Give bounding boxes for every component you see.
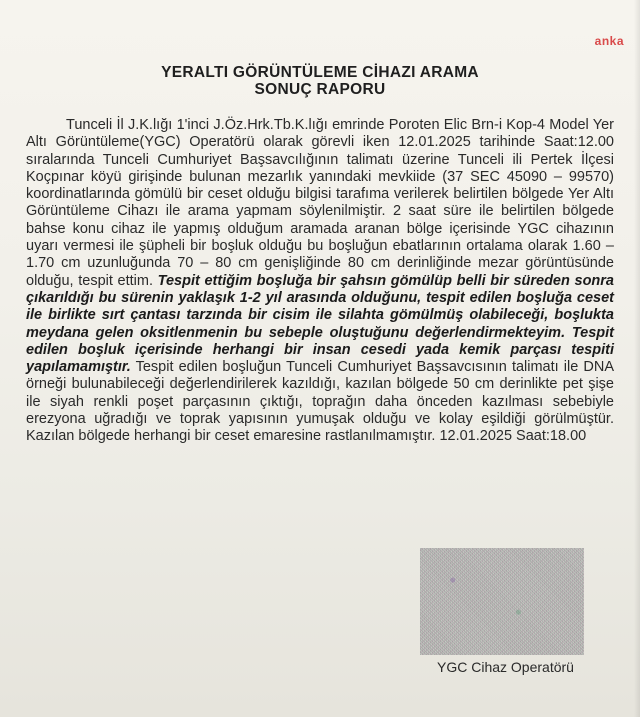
report-body	[26, 117, 614, 446]
report-paragraph-conclusion: Tespit edilen boşluğun Tunceli Cumhuriyet Başsavcısının talimatı ile DNA örneği bulunabileceği değerlendirilerek kazıldığı, kazılan bölgede 50 cm derinlikte pet şişe ile siyah renkli poşet parçasının çıktığı, toprağın daha önceden kazılması sebebiyle erezyona uğradığı ve toprak yapısının yumuşak olduğu ve kolay eşildiği görülmüştür. Kazılan bölgede herhangi bir ceset emaresine rastlanılmamıştır. 12.01.2025 Saat:18.00	[26, 359, 614, 445]
operator-label: YGC Cihaz Operatörü	[437, 659, 574, 675]
report-paragraph-intro: Tunceli İl J.K.lığı 1'inci J.Öz.Hrk.Tb.K.lığı emrinde Poroten Elic Brn-i Kop-4 Model Yer Altı Görüntüleme(YGC) Operatörü olarak görevli iken 12.01.2025 tarihinde Saat:12.00 sıralarında Tunceli Cumhuriyet Başsavcılığının talimatı üzerine Tunceli ili Pertek İlçesi Koçpınar köyü girişinde bulunan mezarlık yanındaki mevkiide (37 SEC 45090 – 99570) koordinatlarında gömülü bir ceset olduğu bilgisi tarafıma verilerek belirtilen bölgede Yer Altı Görüntüleme Cihazı ile arama yapmam söylenilmiştir. 2 saat süre ile belirtilen bölgede bahse konu cihaz ile yapmış olduğum aramada aranan bölge içerisinde YGC cihazının uyarı vermesi ile şüpheli bir boşluk olduğu bu boşluğun ebatlarının ortalama olarak 1.60 – 1.70 cm uzunluğunda 70 – 80 cm genişliğinde 80 cm derinliğinde mezar görüntüsünde olduğu, tespit ettim.	[26, 117, 614, 289]
redacted-signature-stamp	[420, 548, 584, 655]
report-title: YERALTI GÖRÜNTÜLEME CİHAZI ARAMA	[161, 64, 479, 81]
report-subtitle: SONUÇ RAPORU	[254, 81, 386, 98]
watermark: anka	[594, 34, 624, 48]
report-finding-bold: Tespit ettiğim boşluğa bir şahsın gömülüp belli bir süreden sonra çıkarıldığı bu sürenin yaklaşık 1-2 yıl arasında olduğunu, tespit edilen boşluğa ceset ile birlikte sırt çantası tarzında bir cisim ile silahta gömülmüş olabileceği, boşlukta meydana gelen oksitlenmenin bu sebeple oluştuğunu değerlendirmekteyim. Tespit edilen boşluk içerisinde herhangi bir insan cesedi yada kemik parçası tespiti yapılamamıştır.	[26, 272, 614, 376]
